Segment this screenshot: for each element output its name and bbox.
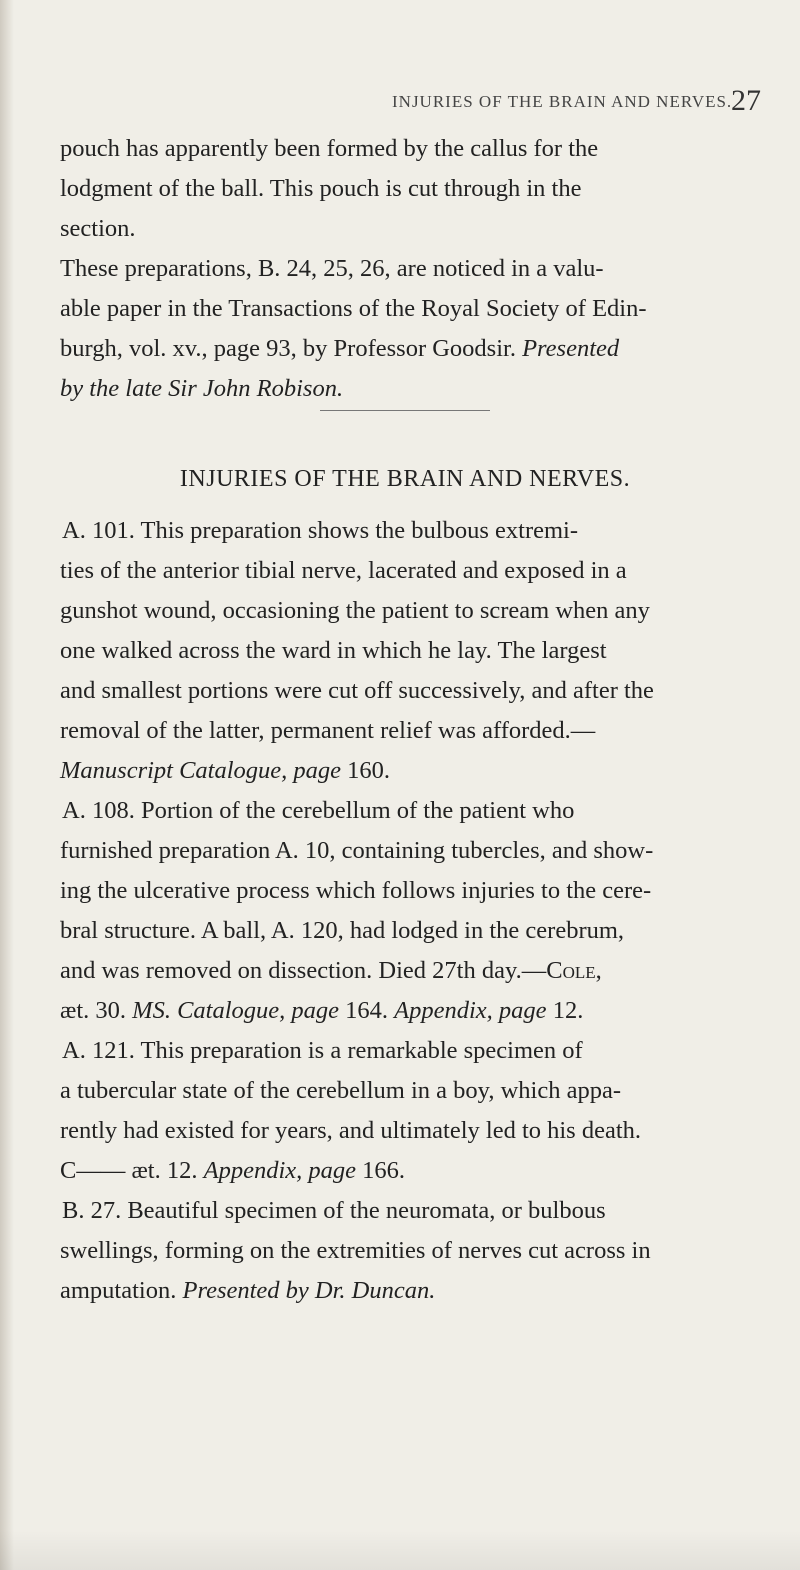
text-segment: C—— æt. 12. [60,1157,204,1184]
text-line: furnished preparation A. 10, containing tubercles, and show- [60,837,654,864]
citation-page: 160. [341,757,391,784]
citation: MS. Catalogue, page [132,997,340,1024]
text-line [60,1151,760,1191]
presented-credit: Presented by Dr. Duncan. [182,1277,436,1304]
text-line: ties of the anterior tibial nerve, lacerated and exposed in a [60,557,627,584]
page-bottom-edge [0,1530,800,1570]
text-line [60,751,760,791]
text-line [60,1271,760,1311]
text-line: bral structure. A ball, A. 120, had lodged in the cerebrum, [60,917,625,944]
paragraph-continuation [60,129,760,249]
text-line [60,991,760,1031]
section-heading: INJURIES OF THE BRAIN AND NERVES. [179,466,631,492]
text-segment: and was removed on dissection. Died 27th day.— [60,957,547,984]
running-head [0,84,800,124]
text-line: a tubercular state of the cerebellum in a boy, which appa- [60,1077,621,1104]
text-line [60,951,760,991]
text-segment: burgh, vol. xv., page 93, by Professor Goodsir. [60,335,523,362]
text-line: ing the ulcerative process which follows injuries to the cere- [60,877,652,904]
text-line: gunshot wound, occasioning the patient to scream when any [60,597,650,624]
text-line: B. 27. Beautiful specimen of the neuromata, or bulbous [62,1197,606,1224]
text-line: pouch has apparently been formed by the callus for the [60,135,599,162]
text-line: A. 101. This preparation shows the bulbous extremi- [62,517,579,544]
citation: Manuscript Catalogue, page [60,757,342,784]
text-segment: 164. [339,997,395,1024]
text-line: swellings, forming on the extremities of nerves cut across in [60,1237,651,1264]
entry-a121 [60,1031,760,1191]
text-line: removal of the latter, permanent relief was afforded.— [60,717,596,744]
patient-name: Cole, [546,957,602,984]
presented-credit: Presented [522,335,620,362]
text-line: These preparations, B. 24, 25, 26, are noticed in a valu- [60,255,604,282]
text-line: rently had existed for years, and ultimately led to his death. [60,1117,642,1144]
page-number: 27 [731,84,761,117]
spine-shadow [0,0,14,1570]
text-line: one walked across the ward in which he lay. The largest [60,637,607,664]
citation: Appendix, page [394,997,547,1024]
text-line [60,329,760,369]
presented-credit-line: by the late Sir John Robison. [60,375,344,402]
text-segment: æt. 30. [60,997,133,1024]
entry-b27 [60,1191,760,1311]
text-line: section. [60,215,136,242]
paragraph-preparations-note [60,249,760,409]
text-line: able paper in the Transactions of the Royal Society of Edin- [60,295,647,322]
text-segment: amputation. [60,1277,183,1304]
text-segment: 12. [546,997,584,1024]
section-divider [320,410,490,411]
citation: Appendix, page [203,1157,357,1184]
entry-a101 [60,511,760,791]
text-segment: 166. [356,1157,406,1184]
text-line: and smallest portions were cut off successively, and after the [60,677,654,704]
text-line: A. 121. This preparation is a remarkable specimen of [62,1037,583,1064]
text-line: lodgment of the ball. This pouch is cut through in the [60,175,582,202]
text-line: A. 108. Portion of the cerebellum of the patient who [62,797,575,824]
running-title: INJURIES OF THE BRAIN AND NERVES. [392,92,733,111]
entry-a108 [60,791,760,1031]
